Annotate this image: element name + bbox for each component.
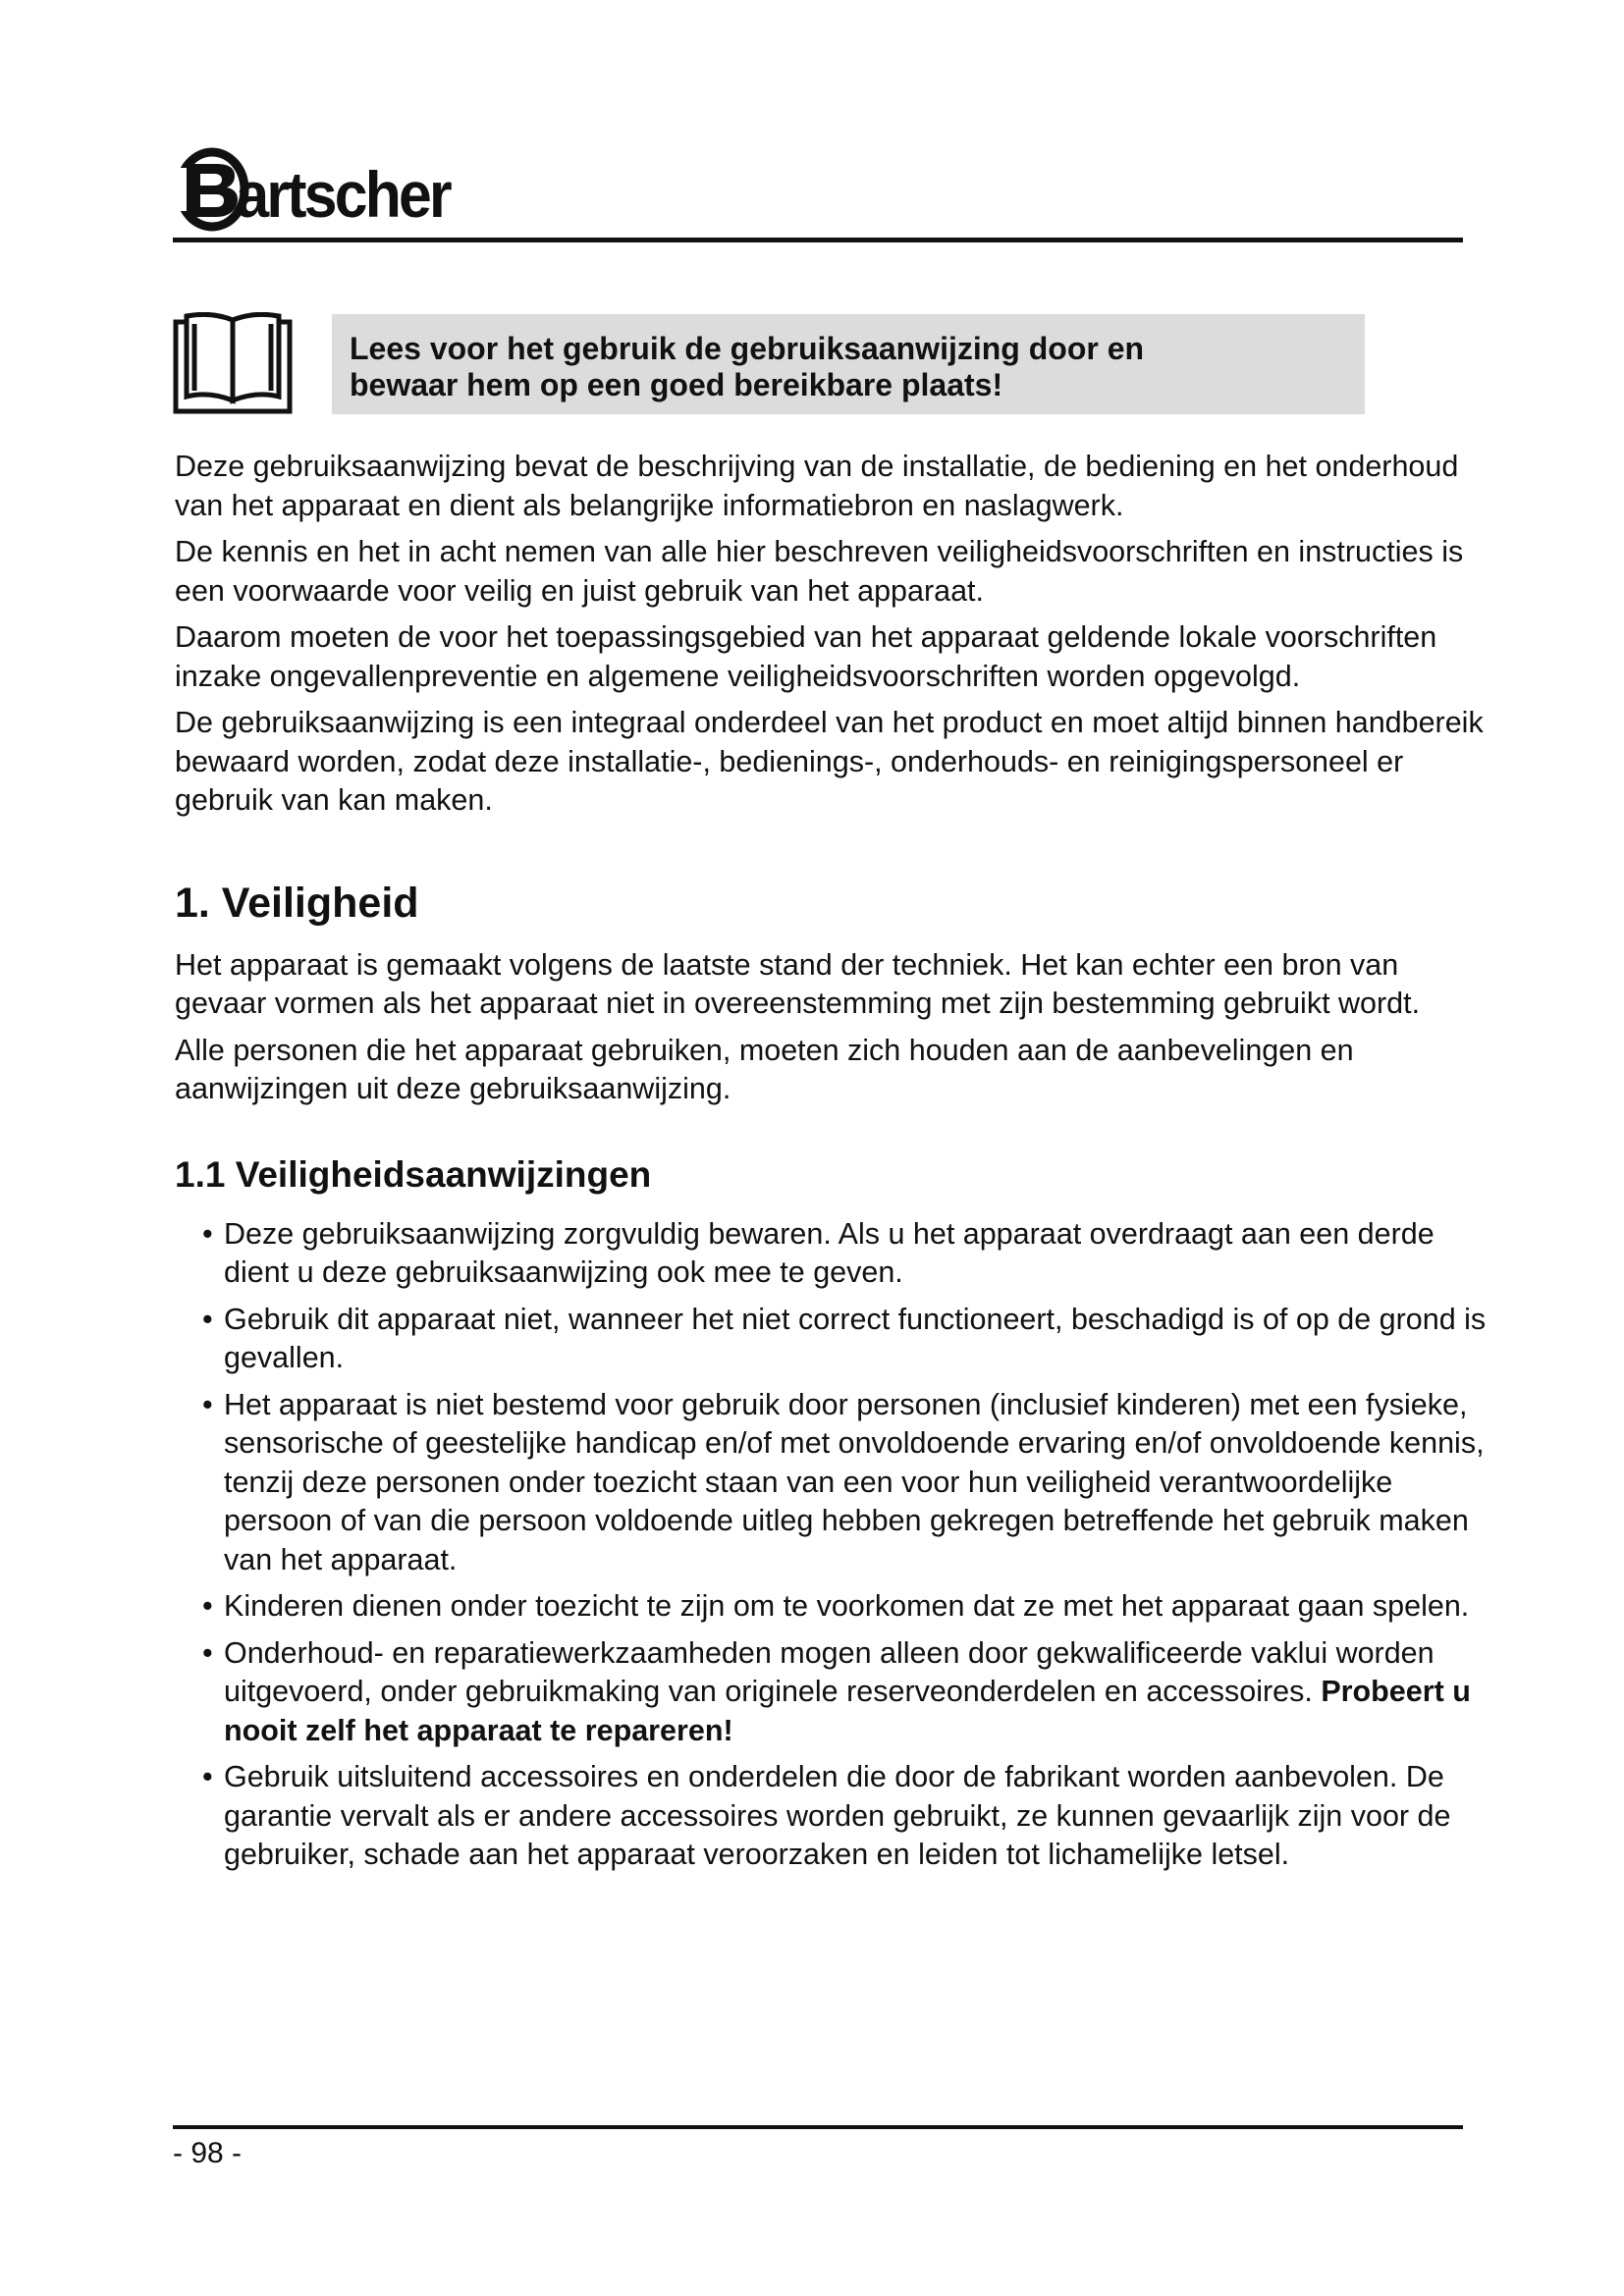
bullet-icon: • [202,1635,213,1670]
page-number: - 98 - [173,2137,243,2169]
safety-list-item [175,1758,1490,1875]
bullet-icon: • [202,1760,213,1793]
section-heading: 1. Veiligheid [175,879,419,927]
bartscher-logo [173,133,487,240]
safety-list-item [175,1215,1490,1293]
notice-line-2: bewaar hem op een goed bereikbare plaats! [350,367,1003,402]
bullet-icon: • [202,1387,213,1421]
intro-paragraph: Daarom moeten de voor het toepassingsgebied van het apparaat geldende lokale voorschriften inzake ongevallenpreventie en algemene veiligheidsvoorschriften worden opgevolgd. [175,620,1437,693]
item-text: Onderhoud- en reparatiewerkzaamheden mogen alleen door gekwalificeerde vaklui worden uitgevoerd, onder gebruikmaking van originele reserveonderdelen en accessoires. [224,1635,1435,1708]
header-rule [173,238,1463,242]
bullet-icon: • [202,1589,213,1623]
section-paragraph: Alle personen die het apparaat gebruiken, moeten zich houden aan de aanbevelingen en aanwijzingen uit deze gebruiksaanwijzing. [175,1033,1354,1105]
open-book-icon [173,312,293,414]
safety-list-item [175,1587,1490,1627]
subsection-heading: 1.1 Veiligheidsaanwijzingen [175,1153,652,1195]
safety-list-item [175,1301,1490,1378]
item-text: Deze gebruiksaanwijzing zorgvuldig bewaren. Als u het apparaat overdraagt aan een derde dient u deze gebruiksaanwijzing ook mee te geven. [224,1216,1435,1289]
svg-text:artscher: artscher [236,159,450,232]
bullet-icon: • [202,1302,213,1336]
page-content [175,448,1490,1883]
safety-list-item [175,1386,1490,1580]
intro-paragraph: De gebruiksaanwijzing is een integraal onderdeel van het product en moet altijd binnen handbereik bewaard worden, zodat deze installatie-, bedienings-, onderhouds- en reinigingspersoneel er gebruik van kan maken. [175,706,1484,817]
item-warning: Probeert u nooit zelf het apparaat te repareren! [224,1675,1471,1747]
section-veiligheid [175,878,1490,1109]
item-text: Gebruik dit apparaat niet, wanneer het niet correct functioneert, beschadigd is of op de grond is gevallen. [224,1302,1487,1374]
item-text: Gebruik uitsluitend accessoires en onderdelen die door de fabrikant worden aanbevolen. De garantie vervalt als er andere accessoires worden gebruikt, ze kunnen gevaarlijk zijn voor de gebruiker, schade aan het apparaat veroorzaken en leiden tot lichamelijke letsel. [224,1760,1451,1871]
item-text: Het apparaat is niet bestemd voor gebruik door personen (inclusief kinderen) met een fysieke, sensorische of geestelijke handicap en/of met onvoldoende ervaring en/of onvoldoende kennis, tenzij deze personen onder toezicht staan van een voor hun veiligheid verantwoordelijke persoon of van die persoon voldoende uitleg hebben gekregen betreffende het gebruik maken van het apparaat. [224,1387,1485,1576]
intro-paragraph: Deze gebruiksaanwijzing bevat de beschrijving van de installatie, de bediening en het onderhoud van het apparaat en dient als belangrijke informatiebron en naslagwerk. [175,450,1459,522]
section-veiligheidsaanwijzingen [175,1152,1490,1875]
safety-list [175,1215,1490,1875]
intro-section [175,448,1490,821]
item-text: Kinderen dienen onder toezicht te zijn om te voorkomen dat ze met het apparaat gaan spelen. [224,1589,1470,1623]
section-paragraph: Het apparaat is gemaakt volgens de laatste stand der techniek. Het kan echter een bron van gevaar vormen als het apparaat niet in overeenstemming met zijn bestemming gebruikt wordt. [175,947,1421,1020]
safety-list-item [175,1634,1490,1751]
bullet-icon: • [202,1216,213,1251]
intro-paragraph: De kennis en het in acht nemen van alle hier beschreven veiligheidsvoorschriften en instructies is een voorwaarde voor veilig en juist gebruik van het apparaat. [175,535,1464,608]
footer-rule [173,2125,1463,2129]
notice-box [332,314,1365,414]
notice-line-1: Lees voor het gebruik de gebruiksaanwijzing door en [350,331,1145,366]
